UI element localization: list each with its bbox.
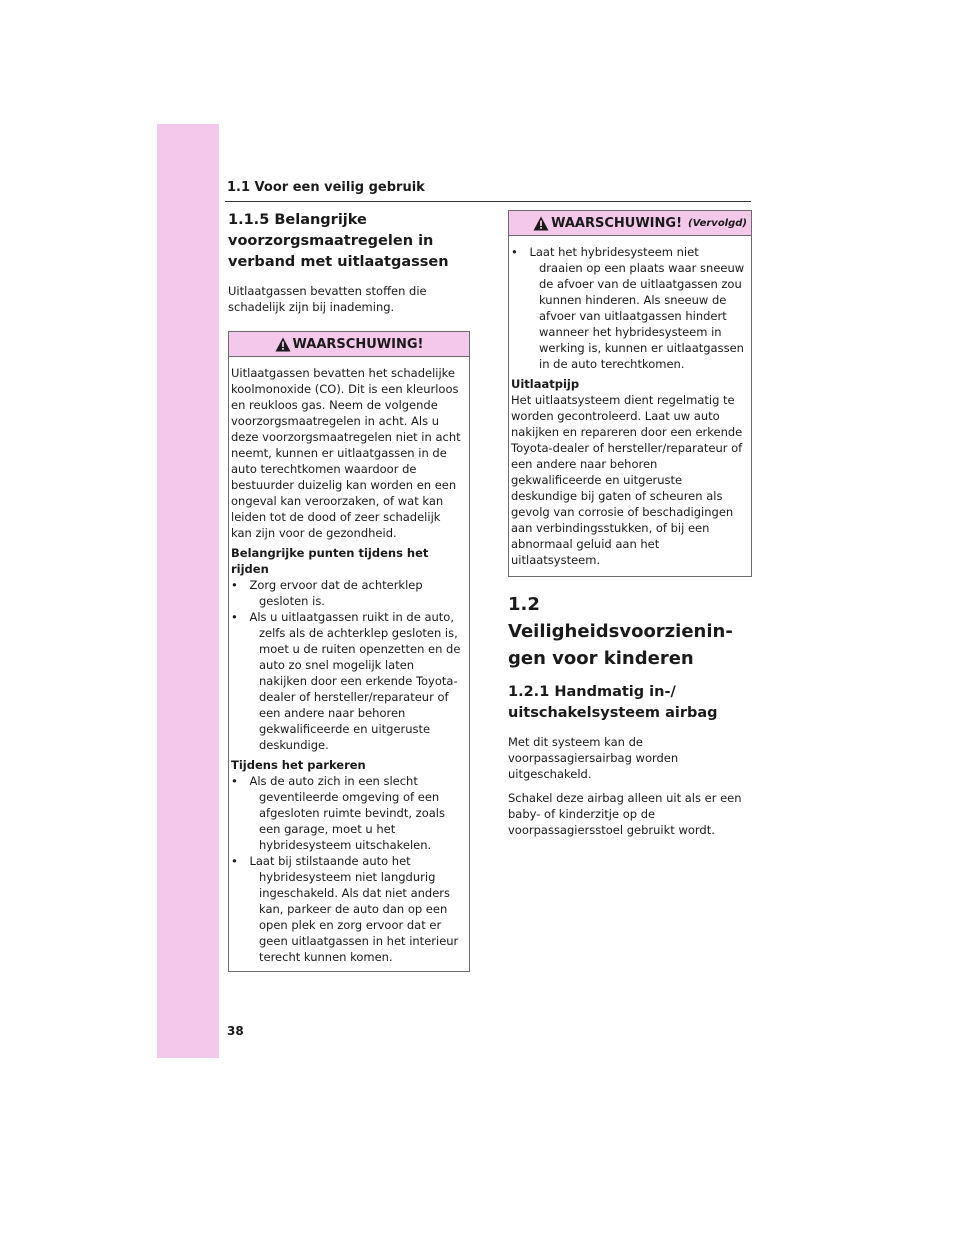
- exhaust-pipe-text: Het uitlaatsysteem dient regelmatig te worden gecontroleerd. Laat uw auto nakijken en repareren door een erkende Toyota-dealer of hersteller/reparateur of een andere naar behoren gekwalificeerde en uitgeruste deskundige bij gaten of scheuren als gevolg van corrosie of beschadigingen aan verbindingsstukken, of bij een abnormaal geluid aan het uitlaatsysteem.: [511, 393, 743, 567]
- warning-box-continued: [508, 210, 752, 577]
- right-column: [508, 210, 752, 846]
- subhead-parking: Tijdens het parkeren: [231, 758, 366, 772]
- list-item: • Laat bij stilstaande auto het hybridesysteem niet langdurig ingeschakeld. Als dat niet anders kan, parkeer de auto dan op een open plek en zorg ervoor dat er geen uitlaatgassen in het interieur terecht kunnen komen.: [245, 853, 464, 965]
- chapter-title-1-2: 1.2 Veiligheidsvoorzienin-gen voor kinderen: [508, 594, 733, 669]
- warning-body: [229, 357, 469, 971]
- list-item: • Zorg ervoor dat de achterklep gesloten is.: [245, 577, 464, 609]
- chapter-tab-strip: [157, 124, 219, 1058]
- bullet-list-driving: [231, 577, 464, 753]
- warning-text: Uitlaatgassen bevatten het schadelijke koolmonoxide (CO). Dit is een kleurloos en reukloos gas. Neem de volgende voorzorgsmaatregelen in acht. Als u deze voorzorgsmaatregelen niet in acht neemt, kunnen er uitlaatgassen in de auto terechtkomen waardoor de bestuurder duizelig kan worden en een ongeval kan veroorzaken, of wat kan leiden tot de dood of zeer schadelijk kan zijn voor de gezondheid.: [231, 366, 461, 540]
- airbag-paragraph-1: Met dit systeem kan de voorpassagiersairbag worden uitgeschakeld.: [508, 735, 679, 781]
- airbag-paragraph-2: Schakel deze airbag alleen uit als er een baby- of kinderzitje op de voorpassagiersstoel gebruikt wordt.: [508, 791, 742, 837]
- continued-label: (Vervolgd): [688, 217, 747, 229]
- warning-triangle-icon: [275, 337, 291, 352]
- running-header: 1.1 Voor een veilig gebruik: [227, 180, 425, 195]
- warning-title: WAARSCHUWING!: [292, 336, 424, 352]
- warning-box: [228, 331, 470, 972]
- intro-paragraph: Uitlaatgassen bevatten stoffen die schadelijk zijn bij inademing.: [228, 284, 427, 314]
- section-title-1-1-5: 1.1.5 Belangrijke voorzorgsmaatregelen in verband met uitlaatgassen: [228, 212, 449, 270]
- page-number: 38: [227, 1024, 244, 1038]
- section-title-1-2-1: 1.2.1 Handmatig in-/ uitschakelsysteem airbag: [508, 684, 718, 721]
- header-divider: [225, 201, 751, 202]
- list-item: • Als de auto zich in een slecht geventileerde omgeving of een afgesloten ruimte bevindt, zoals een garage, moet u het hybridesysteem uitschakelen.: [245, 773, 464, 853]
- list-item: • Laat het hybridesysteem niet draaien op een plaats waar sneeuw de afvoer van de uitlaatgassen zou kunnen hinderen. Als sneeuw de afvoer van uitlaatgassen hindert wanneer het hybridesysteem in werking is, kunnen er uitlaatgassen in de auto terechtkomen.: [525, 244, 746, 372]
- bullet-list-snow: [511, 244, 746, 372]
- warning-header: [229, 332, 469, 357]
- bullet-list-parking: [231, 773, 464, 965]
- warning-header-continued: [509, 211, 751, 236]
- list-item: • Als u uitlaatgassen ruikt in de auto, zelfs als de achterklep gesloten is, moet u de ruiten openzetten en de auto zo snel mogelijk laten nakijken door een erkende Toyota-dealer of hersteller/reparateur of een andere naar behoren gekwalificeerde en uitgeruste deskundige.: [245, 609, 464, 753]
- warning-triangle-icon: [533, 216, 549, 231]
- warning-body-continued: [509, 236, 751, 576]
- subhead-driving: Belangrijke punten tijdens het rijden: [231, 546, 429, 576]
- subhead-exhaust-pipe: Uitlaatpijp: [511, 377, 580, 391]
- left-column: [228, 210, 470, 972]
- warning-title: WAARSCHUWING!: [551, 215, 682, 231]
